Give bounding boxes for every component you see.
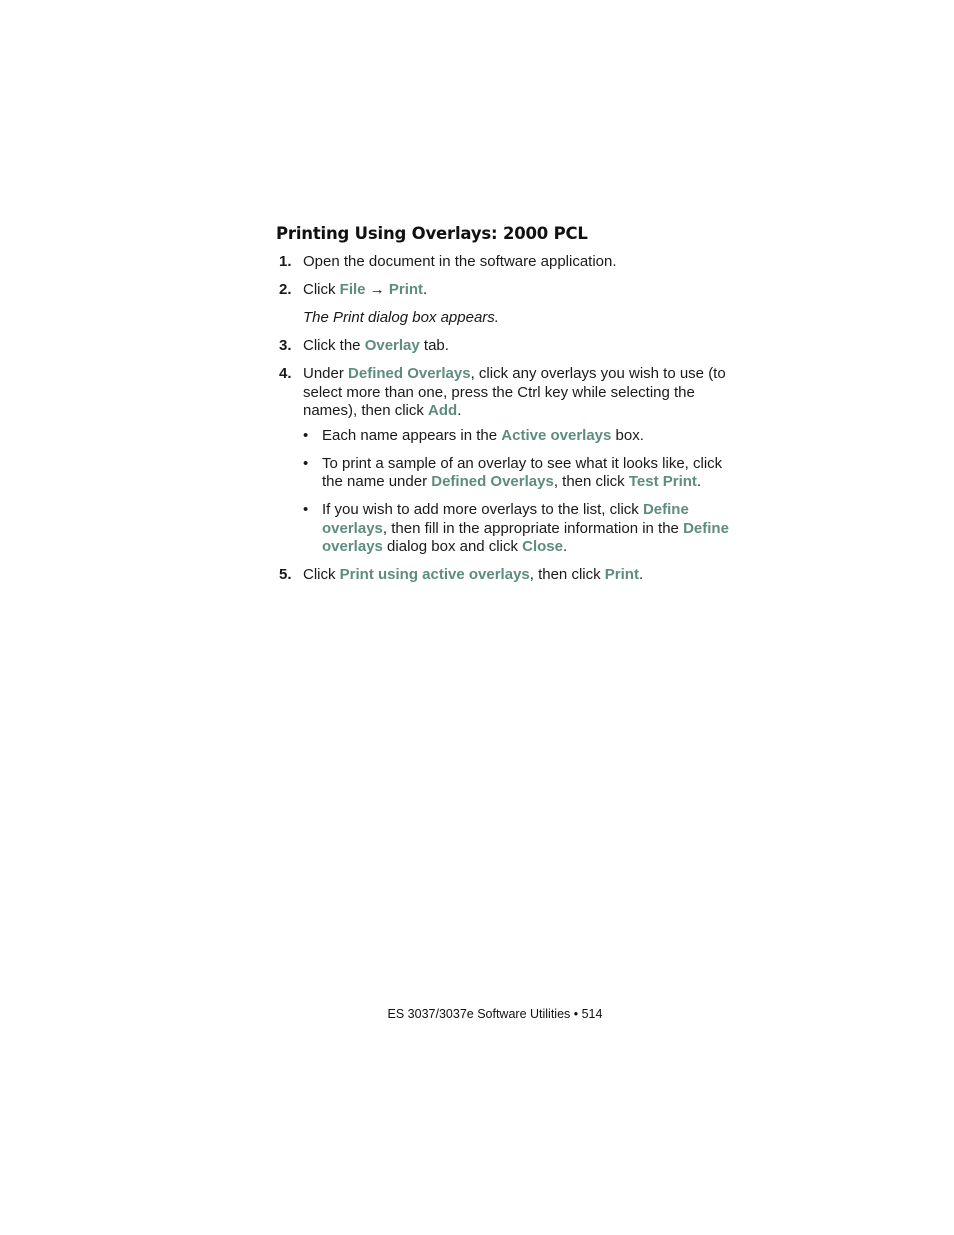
step-text: Under: [303, 365, 349, 382]
ui-term-close: Close: [522, 538, 563, 555]
bullet-text: Each name appears in the: [322, 426, 502, 444]
step-1: [276, 253, 746, 272]
step-text: .: [423, 281, 428, 298]
section-title: Printing Using Overlays: 2000 PCL: [276, 224, 588, 243]
ui-term-defined-overlays: Defined Overlays: [431, 473, 554, 490]
footer-text: ES 3037/3037e Software Utilities: [387, 1007, 571, 1021]
ui-term-test-print: Test Print: [628, 473, 697, 490]
ui-term-overlay: Overlay: [364, 337, 420, 354]
step-text: Open the document in the software application.: [303, 253, 617, 270]
step-5: [276, 566, 746, 585]
bullet-text: , then click: [553, 473, 629, 490]
bullet-text: dialog box and click: [382, 538, 523, 555]
step-text: , click any overlays you wish to use (to select more than one, press the Ctrl key while selecting the names), then click: [303, 365, 726, 419]
step-text: Click: [303, 566, 340, 583]
step-4: [276, 365, 746, 557]
bullet-list: [303, 427, 746, 557]
steps-list: [276, 253, 746, 585]
step-number: 1.: [279, 253, 292, 270]
ui-term-define-overlays: Define overlays: [322, 501, 689, 537]
step-number: 3.: [279, 337, 292, 354]
bullet-text: .: [696, 473, 702, 490]
step-text: Click: [303, 281, 340, 298]
step-text: tab.: [419, 337, 449, 354]
ui-term-add: Add: [428, 402, 458, 419]
bullet-text: , then fill in the appropriate information in the: [382, 519, 684, 537]
bullet-text: box.: [611, 426, 644, 444]
bullet-text: If you wish to add more overlays to the list, click: [322, 501, 643, 518]
arrow-glyph: →: [365, 281, 389, 298]
page-number: 514: [581, 1007, 603, 1021]
step-2: [276, 281, 746, 328]
bullet-item: [303, 427, 746, 446]
step-number: 5.: [279, 566, 292, 583]
footer-separator: •: [570, 1007, 582, 1021]
ui-term-print-using-active-overlays: Print using active overlays: [339, 566, 530, 583]
bullet-text: .: [563, 538, 568, 555]
document-page: [276, 223, 746, 594]
bullet-item: [303, 501, 746, 557]
bullet-glyph: •: [303, 426, 309, 444]
step-text: , then click: [529, 566, 605, 583]
bullet-glyph: •: [303, 454, 309, 472]
step-text: Click the: [303, 337, 365, 354]
bullet-glyph: •: [303, 501, 309, 518]
step-number: 4.: [279, 365, 292, 382]
step-note: The Print dialog box appears.: [303, 309, 499, 326]
ui-term-define-overlays: Define overlays: [322, 519, 729, 555]
ui-term-active-overlays: Active overlays: [501, 426, 612, 444]
ui-term-print: Print: [604, 566, 639, 583]
page-footer: [0, 1007, 954, 1021]
ui-term-defined-overlays: Defined Overlays: [348, 365, 471, 382]
bullet-item: [303, 455, 746, 492]
step-3: [276, 337, 746, 356]
step-text: .: [638, 566, 644, 583]
bullet-text: To print a sample of an overlay to see what it looks like, click the name under: [322, 454, 723, 490]
ui-term-print: Print: [388, 281, 424, 298]
ui-term-file: File: [339, 281, 366, 298]
step-text: .: [457, 402, 462, 419]
step-number: 2.: [279, 281, 292, 298]
